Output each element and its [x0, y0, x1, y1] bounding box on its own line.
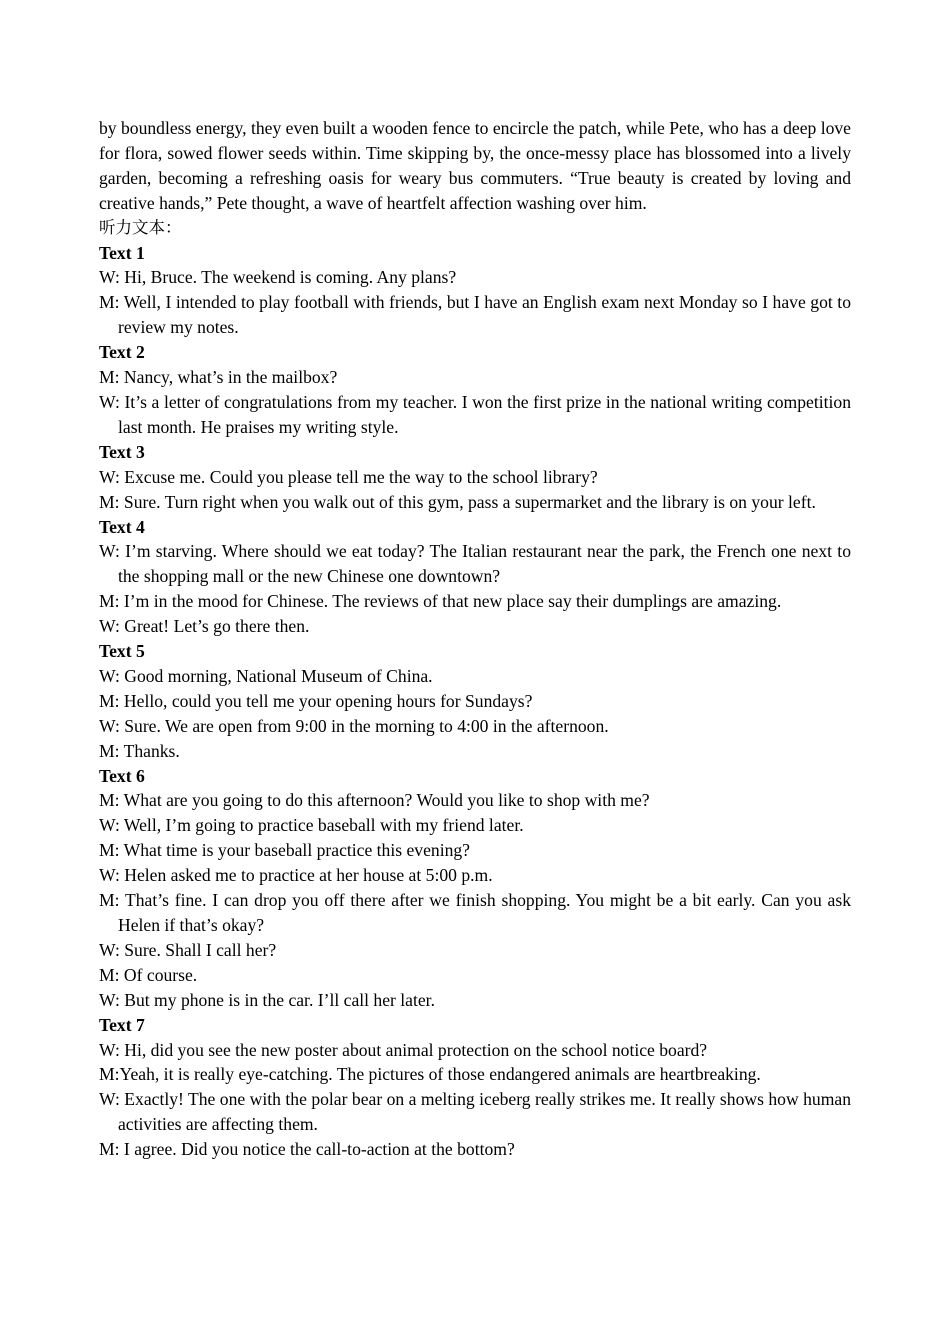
transcript-text-6 [99, 764, 851, 1013]
document-page [99, 116, 851, 1162]
text-title: Text 1 [99, 242, 145, 263]
dialogue-line: M: Hello, could you tell me your opening hours for Sundays? [99, 690, 533, 711]
transcript-list [99, 241, 851, 1163]
text-title: Text 3 [99, 441, 145, 462]
text-title: Text 2 [99, 342, 145, 363]
dialogue-line: W: I’m starving. Where should we eat today? The Italian restaurant near the park, the French one next to the shopping mall or the new Chinese one downtown? [99, 541, 851, 587]
dialogue-line: M: What are you going to do this afternoon? Would you like to shop with me? [99, 790, 650, 811]
dialogue-line: M: Thanks. [99, 740, 180, 761]
dialogue-line: W: Helen asked me to practice at her house at 5:00 p.m. [99, 865, 493, 886]
dialogue-line: M: Of course. [99, 964, 198, 985]
intro-paragraph: by boundless energy, they even built a wooden fence to encircle the patch, while Pete, who has a deep love for flora, sowed flower seeds within. Time skipping by, the once-messy place has blossomed into a lively garden, becoming a refreshing oasis for weary bus commuters. “True beauty is created by loving and creative hands,” Pete thought, a wave of heartfelt affection washing over him. [99, 118, 851, 213]
text-title: Text 7 [99, 1014, 145, 1035]
transcript-text-4 [99, 515, 851, 640]
dialogue-line: W: Sure. We are open from 9:00 in the morning to 4:00 in the afternoon. [99, 715, 609, 736]
dialogue-line: W: Exactly! The one with the polar bear on a melting iceberg really strikes me. It really shows how human activities are affecting them. [99, 1089, 851, 1135]
text-title: Text 4 [99, 516, 145, 537]
dialogue-line: W: Excuse me. Could you please tell me the way to the school library? [99, 466, 598, 487]
dialogue-line: M: What time is your baseball practice this evening? [99, 840, 470, 861]
transcript-text-5 [99, 639, 851, 764]
listening-transcript-heading: 听力文本： [99, 217, 182, 237]
dialogue-line: W: Great! Let’s go there then. [99, 616, 310, 637]
transcript-text-2 [99, 340, 851, 440]
dialogue-line: M: Nancy, what’s in the mailbox? [99, 367, 338, 388]
dialogue-line: W: Hi, Bruce. The weekend is coming. Any plans? [99, 267, 457, 288]
dialogue-line: M:Yeah, it is really eye-catching. The pictures of those endangered animals are heartbreaking. [99, 1064, 761, 1085]
dialogue-line: W: But my phone is in the car. I’ll call her later. [99, 989, 435, 1010]
dialogue-line: M: Sure. Turn right when you walk out of this gym, pass a supermarket and the library is on your left. [99, 491, 816, 512]
dialogue-line: W: Good morning, National Museum of China. [99, 665, 433, 686]
dialogue-line: W: It’s a letter of congratulations from my teacher. I won the first prize in the national writing competition last month. He praises my writing style. [99, 391, 851, 437]
dialogue-line: W: Well, I’m going to practice baseball with my friend later. [99, 815, 524, 836]
dialogue-line: W: Sure. Shall I call her? [99, 939, 277, 960]
dialogue-line: M: Well, I intended to play football with friends, but I have an English exam next Monday so I have got to review my notes. [99, 292, 851, 338]
transcript-text-7 [99, 1013, 851, 1162]
text-title: Text 5 [99, 641, 145, 662]
transcript-text-3 [99, 440, 851, 515]
dialogue-line: M: I’m in the mood for Chinese. The reviews of that new place say their dumplings are amazing. [99, 591, 782, 612]
dialogue-line: M: That’s fine. I can drop you off there after we finish shopping. You might be a bit early. Can you ask Helen if that’s okay? [99, 890, 851, 935]
text-title: Text 6 [99, 765, 145, 786]
dialogue-line: M: I agree. Did you notice the call-to-action at the bottom? [99, 1139, 515, 1160]
transcript-text-1 [99, 241, 851, 341]
dialogue-line: W: Hi, did you see the new poster about animal protection on the school notice board? [99, 1039, 708, 1060]
